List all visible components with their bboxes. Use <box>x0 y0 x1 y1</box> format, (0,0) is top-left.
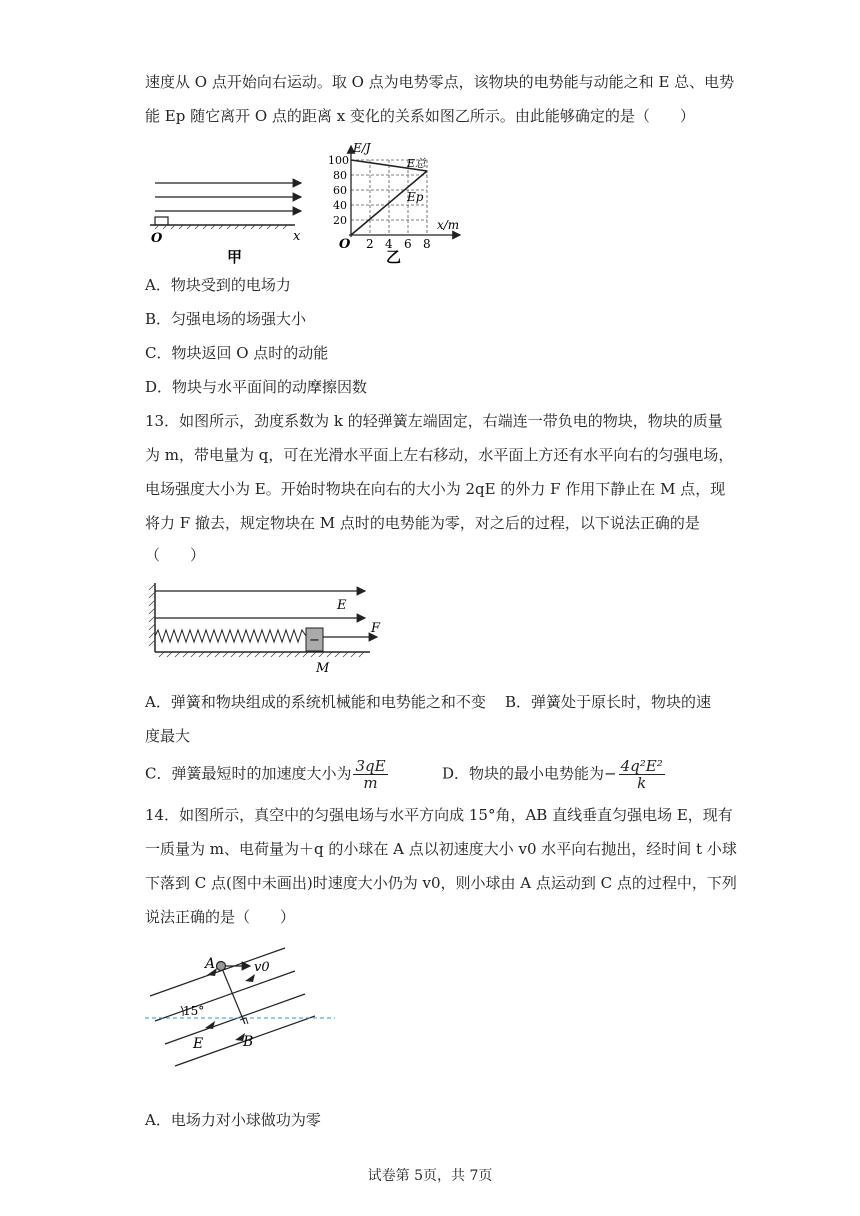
q14-line-4: 说法正确的是（ ） <box>145 908 296 926</box>
option-c-text: C．弹簧最短时的加速度大小为 <box>145 764 352 783</box>
y-axis-label: E/J <box>353 141 371 155</box>
y-tick-60: 60 <box>333 184 347 197</box>
q13-option-d <box>442 758 667 791</box>
block <box>155 217 168 225</box>
figure-field-angle <box>145 938 345 1068</box>
q12-option-a: A．物块受到的电场力 <box>145 276 291 294</box>
q13-option-b-part2: 度最大 <box>145 727 191 745</box>
q14-line-1: 14．如图所示，真空中的匀强电场与水平方向成 15°角，AB 直线垂直匀强电场 E，现有 <box>145 806 733 824</box>
field-arrowhead <box>245 974 255 982</box>
force-label: F <box>371 621 381 636</box>
figure-caption: 乙 <box>386 248 402 265</box>
spring <box>155 630 306 642</box>
figure-caption: 甲 <box>227 248 243 266</box>
q12-option-b: B．匀强电场的场强大小 <box>145 310 307 328</box>
q13-line-5: （ ） <box>145 546 206 564</box>
wall-hatch <box>149 584 155 646</box>
minus-sign: − <box>604 764 617 783</box>
angle-label: 15° <box>183 1004 205 1018</box>
origin-label: O <box>151 231 163 246</box>
fraction-3qe-over-m: $\frac{3qE}{m}$ <box>355 757 386 792</box>
q12-option-c: C．物块返回 O 点时的动能 <box>145 344 329 362</box>
fraction-4q2e2-over-k: $\frac{\text{4q²E²}}{k}$ <box>620 757 663 792</box>
x-tick-6: 6 <box>404 237 412 251</box>
q13-line-1: 13．如图所示，劲度系数为 k 的轻弹簧左端固定，右端连一带负电的物块，物块的质量 <box>145 412 723 430</box>
label-ep: Ep <box>407 190 424 204</box>
ball <box>217 962 226 971</box>
figure-jia <box>145 160 315 280</box>
y-tick-20: 20 <box>333 214 347 227</box>
origin-label: O <box>339 237 351 252</box>
figure-yi <box>325 140 475 265</box>
label-e-total: E总 <box>407 157 427 170</box>
q13-option-c <box>145 758 390 791</box>
option-d-text: D．物块的最小电势能为 <box>442 764 605 783</box>
q12-line-1: 速度从 O 点开始向右运动。取 O 点为电势零点，该物块的电势能与动能之和 E 总、电势 <box>145 73 735 91</box>
q13-option-b-part1: B．弹簧处于原长时，物块的速 <box>505 693 712 711</box>
point-b-label: B <box>243 1034 254 1050</box>
field-label: E <box>193 1036 204 1052</box>
x-tick-8: 8 <box>423 237 431 251</box>
q14-line-3: 下落到 C 点(图中未画出)时速度大小仍为 v0，则小球由 A 点运动到 C 点的过程中，下列 <box>145 874 737 892</box>
point-m-label: M <box>316 661 330 676</box>
x-tick-2: 2 <box>366 237 374 251</box>
figure-spring <box>145 578 395 678</box>
block-charge: − <box>309 633 320 648</box>
q12-option-d: D．物块与水平面间的动摩擦因数 <box>145 378 368 396</box>
q14-line-2: 一质量为 m、电荷量为＋q 的小球在 A 点以初速度大小 v0 水平向右抛出，经时间 t 小球 <box>145 840 737 858</box>
q13-line-2: 为 m，带电量为 q，可在光滑水平面上左右移动，水平面上方还有水平向右的匀强电场， <box>145 446 734 464</box>
y-tick-80: 80 <box>333 169 347 182</box>
point-a-label: A <box>205 956 216 972</box>
velocity-label: v0 <box>254 960 270 975</box>
x-tick-4: 4 <box>385 237 393 251</box>
x-axis-label: x/m <box>437 218 460 232</box>
y-tick-40: 40 <box>333 199 347 212</box>
q14-option-a: A．电场力对小球做功为零 <box>145 1111 321 1129</box>
x-label: x <box>293 229 301 244</box>
q13-option-a: A．弹簧和物块组成的系统机械能和电势能之和不变 <box>145 693 486 711</box>
ab-line <box>221 966 245 1024</box>
q13-line-3: 电场强度大小为 E。开始时物块在向右的大小为 2qE 的外力 F 作用下静止在 M 点，现 <box>145 480 726 498</box>
q12-line-2: 能 Ep 随它离开 O 点的距离 x 变化的关系如图乙所示。由此能够确定的是（ ） <box>145 107 695 125</box>
field-arrowhead <box>205 1021 215 1029</box>
q13-line-4: 将力 F 撤去，规定物块在 M 点时的电势能为零，对之后的过程，以下说法正确的是 <box>145 514 700 532</box>
y-tick-100: 100 <box>328 154 349 167</box>
field-label: E <box>337 598 347 613</box>
page-footer: 试卷第 5页，共 7页 <box>367 1168 493 1184</box>
